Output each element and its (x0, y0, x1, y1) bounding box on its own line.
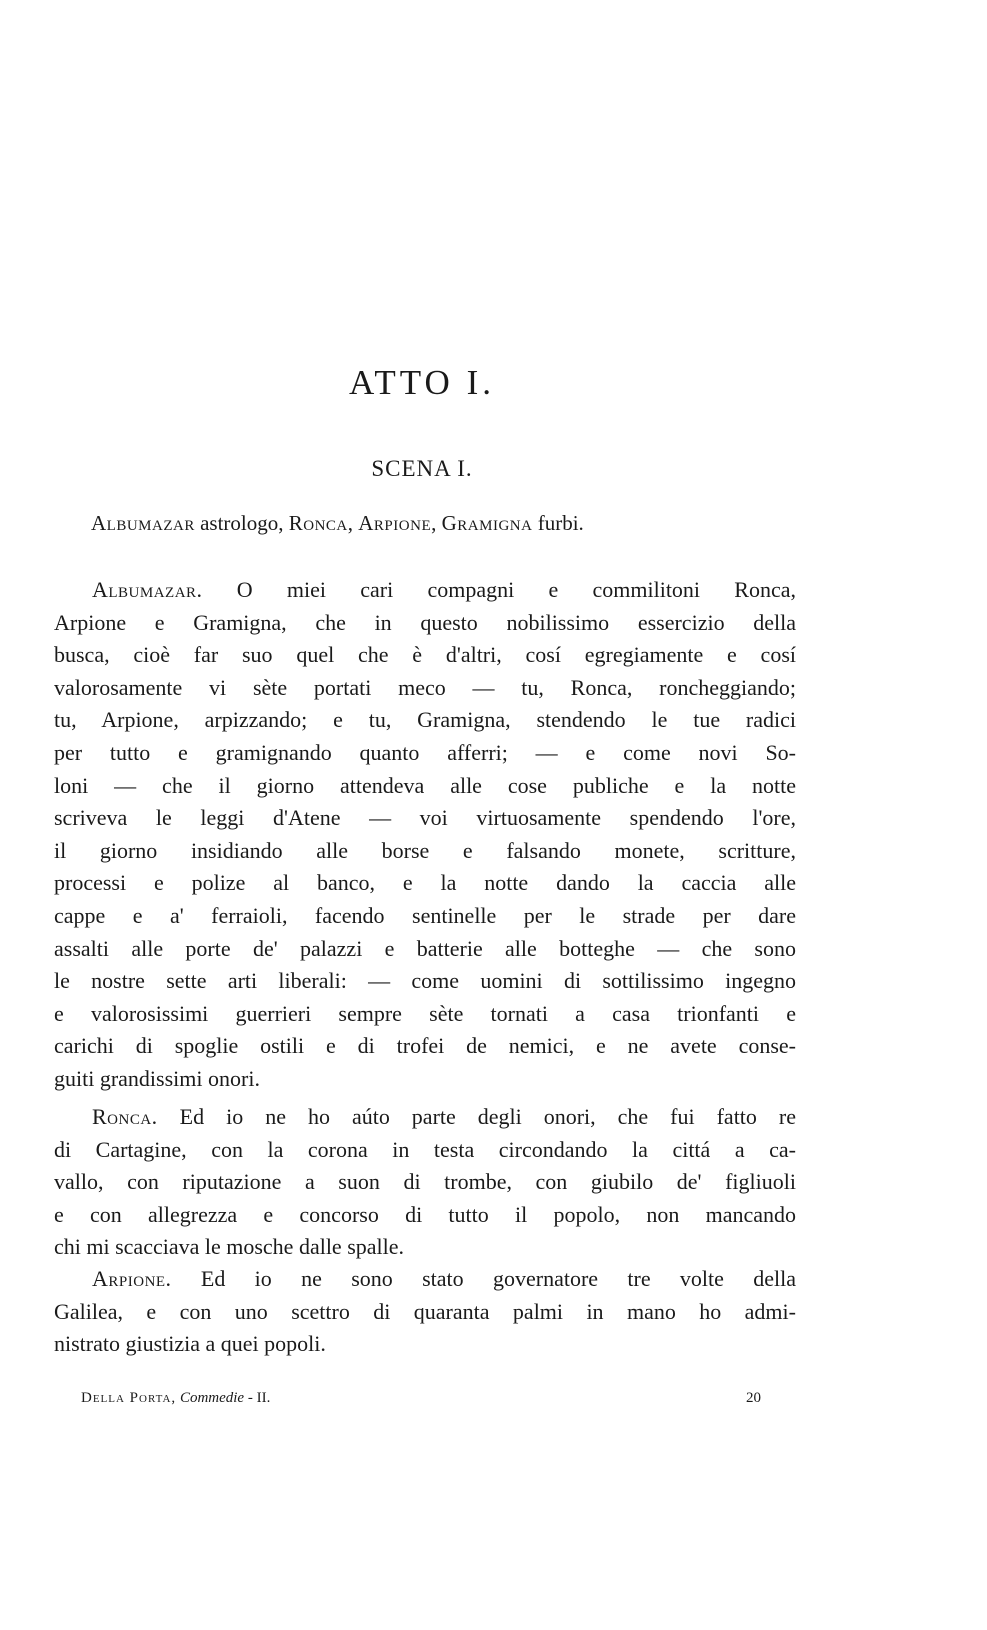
cast-albumazar-role: astrologo, (194, 511, 289, 535)
cast-ronca: Ronca (288, 511, 348, 535)
cast-albumazar: Albumazar (91, 511, 195, 535)
footer-author: Della Porta, (81, 1390, 177, 1406)
speech-line: Albumazar. O miei cari compagni e commilitoni Ronca, (92, 577, 796, 602)
act-title: ATTO I. (349, 363, 495, 402)
cast-list (91, 511, 584, 536)
speech-ronca (54, 1101, 796, 1264)
speaker-name: Arpione. (92, 1266, 172, 1291)
speech-line: e con allegrezza e concorso di tutto il popolo, non mancando (54, 1201, 796, 1227)
cast-others-role: furbi. (532, 511, 584, 535)
speech-line: vallo, con riputazione a suon di trombe, con giubilo de' figliuoli (54, 1169, 796, 1195)
speech-line: e valorosissimi guerrieri sempre sète tornati a casa trionfanti e (54, 1000, 796, 1026)
speech-line: le nostre sette arti liberali: — come uomini di sottilissimo ingegno (54, 968, 796, 994)
speech-line: processi e polize al banco, e la notte dando la caccia alle (54, 870, 796, 896)
speech-line: Arpione. Ed io ne sono stato governatore tre volte della (92, 1266, 796, 1291)
footer-volume: - II. (244, 1390, 271, 1406)
speech-line: nistrato giustizia a quei popoli. (54, 1331, 326, 1357)
speaker-name: Albumazar. (92, 577, 203, 602)
speech-line: chi mi scacciava le mosche dalle spalle. (54, 1234, 405, 1260)
speech-line: loni — che il giorno attendeva alle cose publiche e la notte (54, 772, 796, 798)
cast-arpione: Arpione (358, 511, 432, 535)
speech-line: assalti alle porte de' palazzi e batterie alle botteghe — che sono (54, 935, 796, 961)
speech-line: scriveva le leggi d'Atene — voi virtuosamente spendendo l'ore, (54, 805, 796, 831)
speaker-name: Ronca. (92, 1104, 158, 1129)
cast-separator: , (347, 511, 359, 535)
page-number: 20 (746, 1390, 761, 1406)
speech-line: il giorno insidiando alle borse e falsando monete, scritture, (54, 837, 796, 863)
footer-work: Commedie (179, 1390, 245, 1406)
speech-line: carichi di spoglie ostili e di trofei de nemici, e ne avete conse- (54, 1033, 796, 1059)
speech-line: Ronca. Ed io ne ho aúto parte degli onori, che fui fatto re (92, 1104, 796, 1129)
speech-line: cappe e a' ferraioli, facendo sentinelle per le strade per dare (54, 902, 796, 928)
speech-line: Galilea, e con uno scettro di quaranta palmi in mano ho admi- (54, 1298, 796, 1324)
speech-line: per tutto e gramignando quanto afferri; — e come novi So- (54, 739, 796, 765)
speech-line: busca, cioè far suo quel che è d'altri, cosí egregiamente e cosí (54, 642, 796, 668)
cast-separator: , (431, 511, 442, 535)
speech-albumazar (54, 574, 796, 1096)
speech-line: tu, Arpione, arpizzando; e tu, Gramigna, stendendo le tue radici (54, 707, 796, 733)
speech-line: di Cartagine, con la corona in testa circondando la cittá a ca- (54, 1136, 796, 1162)
speech-arpione (54, 1263, 796, 1361)
speech-line: valorosamente vi sète portati meco — tu, Ronca, roncheggiando; (54, 674, 796, 700)
page-footer (81, 1390, 761, 1407)
speech-line: Arpione e Gramigna, che in questo nobilissimo essercizio della (54, 609, 796, 635)
speech-line: guiti grandissimi onori. (54, 1065, 260, 1091)
scene-title: SCENA I. (371, 456, 473, 481)
cast-gramigna: Gramigna (441, 511, 533, 535)
